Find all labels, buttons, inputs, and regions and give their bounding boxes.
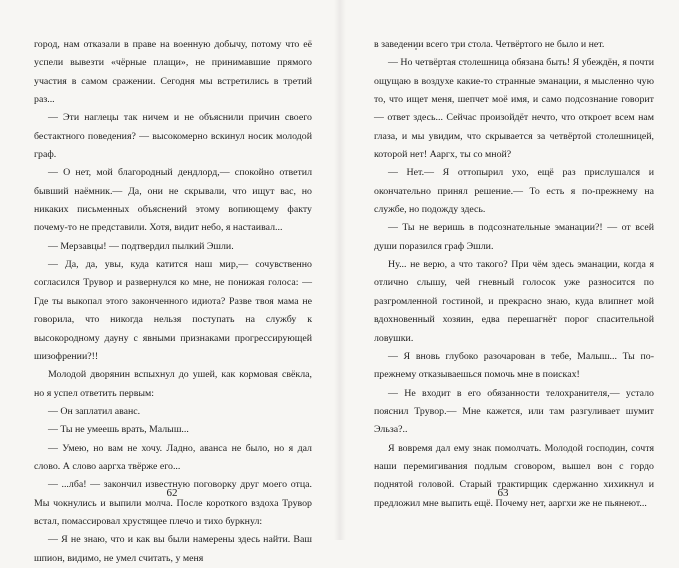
paragraph: — Умею, но вам не хочу. Ладно, аванса не было, но я дал слово. А слово ааргха твёрже его...	[34, 442, 312, 472]
paragraph: Ну... не верю, а что такого? При чём здесь эманации, когда я отлично слышу, чей гневный голосок уже разносится по разгромленной гостиной, и прекрасно знаю, куда влипнет мой вдохновенный хозяин, едва перешагнёт порог спасительной ловушки.	[374, 259, 654, 344]
page-number: 62	[166, 487, 178, 499]
paragraph: — Не входит в его обязанности телохранителя,— устало пояснил Трувор.— Мне кажется, или там разгуливает шумит Эльза?..	[374, 387, 654, 436]
paragraph: — ...лба! — закончил известную поговорку друг моего отца. Мы чокнулись и выпили молча. После короткого вздоха Трувор встал, помассировал хрустящее плечо и тихо буркнул:	[34, 479, 312, 527]
paragraph: Я вовремя дал ему знак помолчать. Молодой господин, сочтя наши перемигивания подлым сговором, вышел вон с гордо поднятой головой. Старый трактирщик сдержанно хихикнул и предложил мне выпить ещё. Почему нет, ааргхи же не пьянеют...	[374, 442, 654, 509]
paragraph: — Он заплатил аванс.	[48, 405, 141, 417]
paragraph: в заведении всего три стола. Четвёртого не было и нет.	[374, 39, 605, 50]
left-page	[0, 0, 340, 564]
paragraph: — О нет, мой благородный дендлорд,— спокойно ответил бывший наёмник.— Да, они не скрывали, что ищут вас, но никаких письменных объяснений этому вопиющему факту почему-то не представили. Хотя, видит небо, я настаивал...	[34, 167, 312, 234]
paragraph: — Эти наглецы так ничем и не объяснили причин своего бестактного поведения? — высокомерно вскинул носик молодой граф.	[34, 112, 312, 161]
paragraph: — Нет.— Я оттопырил ухо, ещё раз прислушался и окончательно принял решение.— То есть я по-прежнему на службе, но подожду здесь.	[374, 167, 654, 216]
right-page	[340, 0, 679, 540]
page-number: 63	[497, 487, 509, 499]
paragraph: — Да, да, увы, куда катится наш мир,— сочувственно согласился Трувор и развернулся ко мне, не понижая голоса: — Где ты выкопал этого законченного идиота? Разве твоя мама не говорила, что никогда нельзя поступать на службу к высокородному дауну с явными признаками прогрессирующей шизофрении?!!	[34, 259, 312, 362]
paragraph: город, нам отказали в праве на военную добычу, потому что её успели вывезти «чёрные плащи», не принимавшие прямого участия в самом сражении. Сегодня мы встретились в третий раз...	[34, 39, 312, 106]
paragraph: — Ты не умеешь врать, Малыш...	[48, 424, 189, 436]
paragraph: — Ты не веришь в подсознательные эманации?! — от всей души поразился граф Эшли.	[374, 222, 654, 252]
paragraph: Молодой дворянин вспыхнул до ушей, как кормовая свёкла, но я успел ответить первым:	[34, 369, 312, 399]
paragraph: — Я вновь глубоко разочарован в тебе, Малыш... Ты по-прежнему отказываешься помочь мне в поисках!	[374, 350, 654, 381]
paragraph: — Но четвёртая столешница обязана быть! Я убеждён, я почти ощущаю в воздухе какие-то странные эманации, я мысленно чую то, что ищет меня, шепчет моё имя, и само подсознание говорит — ответ здесь... Сейчас произойдёт нечто, что откроет всем нам глаза, и мы увидим, что скрывается за четвёртой столешницей, которой нет! Ааргх, ты со мной?	[374, 57, 654, 161]
paragraph: — Мерзавцы! — подтвердил пылкий Эшли.	[48, 240, 234, 252]
right-page-text	[374, 36, 654, 513]
paragraph: — Я не знаю, что и как вы были намерены здесь найти. Ваш шпион, видимо, не умел считать, у меня	[34, 534, 312, 564]
